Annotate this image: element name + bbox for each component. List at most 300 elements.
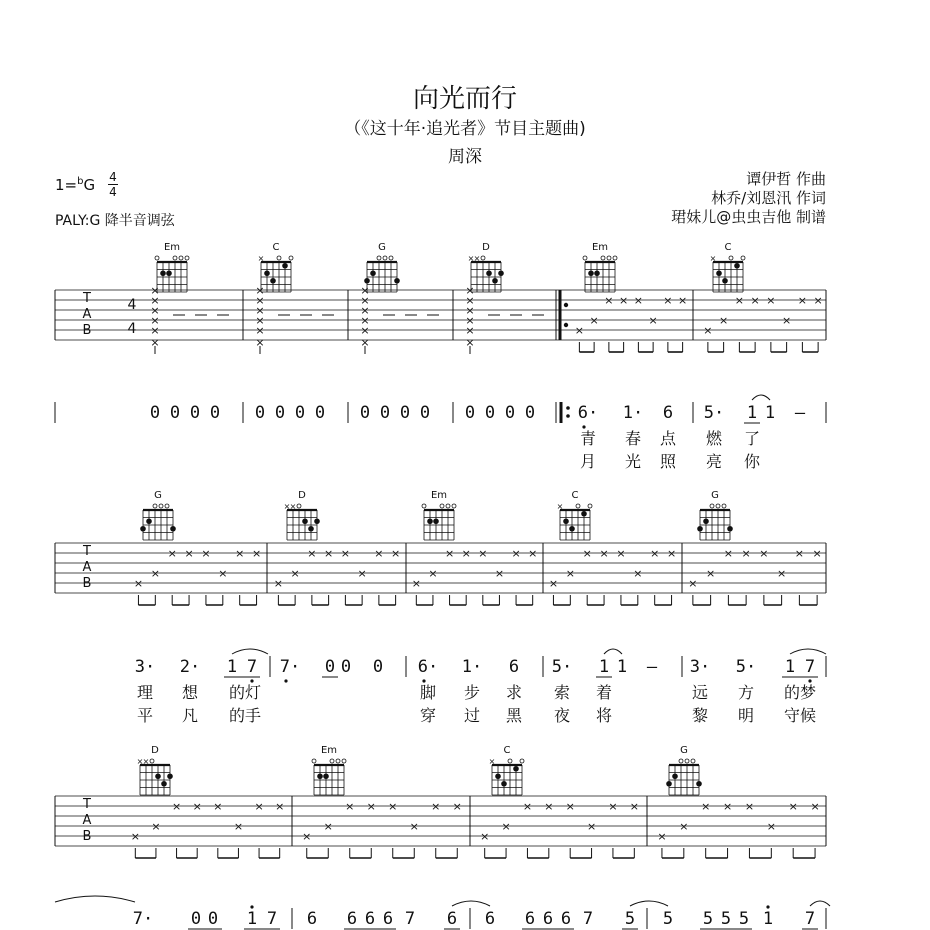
note: 5· — [551, 657, 573, 677]
key-note: G — [83, 176, 96, 194]
tab-x-mark: × — [608, 800, 618, 813]
chord-dot — [563, 518, 569, 524]
chord-dot — [323, 773, 329, 779]
open-string-mark — [722, 504, 726, 508]
note: — — [646, 657, 658, 677]
tab-x-mark: × — [167, 547, 177, 560]
tab-x-mark: × — [275, 800, 285, 813]
note: 0 — [324, 657, 336, 677]
note: 0 — [372, 657, 384, 677]
tab-x-mark: × — [255, 294, 265, 307]
tab-x-mark: × — [323, 820, 333, 833]
open-string-mark — [601, 256, 605, 260]
muted-string-mark: × — [473, 254, 481, 263]
note: 6 — [306, 909, 318, 929]
tab-x-mark: × — [465, 314, 475, 327]
lyric-char: 的灯 — [228, 683, 262, 702]
chord-em — [583, 242, 617, 292]
note: 1 — [762, 909, 774, 929]
note: 7 — [246, 657, 258, 677]
note: 0 — [379, 403, 391, 423]
open-string-mark — [588, 504, 592, 508]
tab-x-mark: × — [307, 547, 317, 560]
tab-x-mark: × — [184, 547, 194, 560]
tab-x-mark: × — [582, 547, 592, 560]
tab-x-mark: × — [574, 324, 584, 337]
tab-x-mark: × — [150, 284, 160, 297]
open-string-mark — [583, 256, 587, 260]
chord-dot — [170, 526, 176, 532]
chord-name: C — [724, 242, 732, 253]
open-string-mark — [277, 256, 281, 260]
tab-x-mark: × — [150, 567, 160, 580]
chord-dot — [317, 773, 323, 779]
tab-x-mark: × — [794, 547, 804, 560]
chord-dot — [167, 773, 173, 779]
chord-dot — [270, 278, 276, 284]
note: 0 — [274, 403, 286, 423]
tab-x-mark: × — [130, 830, 140, 843]
note: 0 — [254, 403, 266, 423]
chord-dot — [282, 263, 288, 269]
staff-time-top: 4 — [127, 297, 137, 313]
note: 1· — [622, 403, 644, 423]
tab-x-mark: × — [360, 284, 370, 297]
note: 3· — [689, 657, 711, 677]
note: 0 — [314, 403, 326, 423]
tab-x-mark: × — [150, 324, 160, 337]
arranger-credit: 珺妹儿@虫虫吉他 制谱 — [671, 208, 826, 226]
tab-x-mark: × — [366, 800, 376, 813]
chord-name: C — [272, 242, 280, 253]
chord-name: C — [571, 490, 579, 501]
note: 5 — [662, 909, 674, 929]
lyric-char: 远 — [691, 683, 709, 702]
open-string-mark — [377, 256, 381, 260]
tab-x-mark: × — [150, 304, 160, 317]
lyric-char: 的手 — [228, 706, 262, 725]
tab-x-mark: × — [133, 577, 144, 590]
muted-string-mark: × — [136, 757, 144, 766]
chord-dot — [697, 526, 703, 532]
tab-x-mark: × — [679, 820, 689, 833]
tab-x-mark: × — [750, 294, 760, 307]
chord-name: D — [482, 242, 490, 253]
tab-x-mark: × — [233, 820, 244, 833]
tab-x-mark: × — [666, 547, 677, 560]
chord-em — [312, 745, 346, 795]
chord-name: G — [378, 242, 386, 253]
tab-x-mark: × — [411, 577, 421, 590]
tab-x-mark: × — [782, 314, 792, 327]
lyric-char: 点 — [659, 429, 677, 448]
time-top: 4 — [109, 170, 117, 184]
lyricist-credit: 林乔/刘恩汛 作词 — [711, 189, 826, 207]
tab-x-mark: × — [734, 294, 744, 307]
muted-string-mark: × — [283, 502, 291, 511]
tab-x-mark: × — [360, 304, 370, 317]
note: 7· — [132, 909, 154, 929]
chord-c — [710, 242, 745, 292]
chord-dot — [666, 781, 672, 787]
chord-dot — [734, 263, 740, 269]
tab-x-mark: × — [599, 547, 609, 560]
note: 2· — [179, 657, 201, 677]
muted-string-mark: × — [709, 254, 717, 263]
tab-x-mark: × — [302, 830, 312, 843]
tab-x-mark: × — [213, 800, 223, 813]
tab-x-mark: × — [290, 567, 300, 580]
tab-x-mark: × — [201, 547, 211, 560]
tab-x-mark: × — [528, 547, 538, 560]
chord-dot — [433, 518, 439, 524]
lyric-char: 凡 — [181, 706, 199, 725]
chord-g — [666, 745, 702, 795]
chord-name: G — [680, 745, 688, 756]
chord-dot — [727, 526, 733, 532]
tab-x-mark: × — [703, 324, 713, 337]
chord-dot — [302, 518, 308, 524]
note: 5 — [738, 909, 750, 929]
note: 7 — [804, 909, 816, 929]
tab-x-mark: × — [357, 567, 367, 580]
lyric-char: 着 — [595, 683, 613, 702]
open-string-mark — [159, 504, 163, 508]
tab-x-mark: × — [650, 547, 660, 560]
lyric-char: 春 — [624, 429, 642, 448]
tab-staves — [55, 284, 826, 858]
tab-x-mark: × — [633, 294, 643, 307]
tab-x-mark: × — [706, 567, 716, 580]
chord-dot — [703, 518, 709, 524]
tab-x-mark: × — [465, 284, 475, 297]
tie-arc — [604, 649, 622, 654]
note: 6· — [577, 403, 599, 423]
tie-arc — [790, 649, 826, 654]
tie-arc — [452, 901, 490, 906]
tab-x-mark: × — [633, 567, 643, 580]
tie-arc — [232, 649, 268, 654]
note: 7 — [266, 909, 278, 929]
chord-name: G — [711, 490, 719, 501]
tab-x-mark: × — [254, 800, 264, 813]
tab-x-mark: × — [478, 547, 488, 560]
tab-x-mark: × — [663, 294, 673, 307]
tab-staff — [55, 284, 826, 354]
note: 0 — [504, 403, 516, 423]
open-string-mark — [691, 759, 695, 763]
tab-x-mark: × — [151, 820, 161, 833]
lyric-char: 脚 — [419, 683, 437, 702]
note: 5 — [702, 909, 714, 929]
chord-dot — [364, 278, 370, 284]
octave-dot-above — [766, 905, 769, 908]
chord-dot — [140, 526, 146, 532]
chord-dot — [495, 773, 501, 779]
tab-x-mark: × — [391, 547, 401, 560]
open-string-mark — [289, 256, 293, 260]
open-string-mark — [520, 759, 524, 763]
note: 0 — [190, 909, 202, 929]
chord-dot — [588, 270, 594, 276]
tab-x-mark: × — [428, 567, 438, 580]
muted-string-mark: × — [289, 502, 297, 511]
numbered-notation — [55, 395, 830, 930]
tab-x-mark: × — [619, 294, 629, 307]
lyric-char: 过 — [463, 706, 481, 725]
tab-x-mark: × — [813, 294, 823, 307]
chord-dot — [308, 526, 314, 532]
note: 3· — [134, 657, 156, 677]
chord-em — [422, 490, 456, 540]
tab-x-mark: × — [501, 820, 511, 833]
muted-string-mark: × — [142, 757, 150, 766]
note: 6 — [364, 909, 376, 929]
tie-arc — [752, 395, 770, 400]
chord-dot — [264, 270, 270, 276]
tie-arc — [810, 901, 830, 906]
open-string-mark — [685, 759, 689, 763]
tab-x-mark: × — [360, 294, 370, 307]
open-string-mark — [297, 504, 301, 508]
tab-x-mark: × — [565, 567, 575, 580]
note: 6 — [662, 403, 674, 423]
tab-x-mark: × — [255, 314, 265, 327]
tab-x-mark: × — [251, 547, 262, 560]
note: 1 — [746, 403, 758, 423]
note: 0 — [524, 403, 536, 423]
tab-x-mark: × — [723, 547, 733, 560]
open-string-mark — [153, 504, 157, 508]
note: 0 — [419, 403, 431, 423]
chord-d — [137, 745, 173, 795]
chord-em — [155, 242, 189, 292]
lyric-char: 平 — [136, 706, 154, 725]
chord-name: Em — [430, 490, 448, 501]
lyric-char: 青 — [579, 429, 597, 448]
tab-x-mark: × — [255, 324, 265, 337]
tab-x-mark: × — [273, 577, 283, 590]
note: 5 — [624, 909, 636, 929]
tab-x-mark: × — [812, 547, 822, 560]
tab-x-mark: × — [810, 800, 820, 813]
octave-dot-above — [250, 905, 253, 908]
tab-x-mark: × — [388, 800, 398, 813]
open-string-mark — [446, 504, 450, 508]
chord-g — [697, 490, 733, 540]
note: 1 — [616, 657, 628, 677]
lyric-char: 光 — [624, 452, 642, 471]
note: 6 — [484, 909, 496, 929]
tab-x-mark: × — [255, 304, 265, 317]
tab-x-mark: × — [629, 800, 639, 813]
tab-letter: A — [82, 813, 92, 828]
chord-dot — [394, 278, 400, 284]
chord-d — [284, 490, 320, 540]
chord-dot — [155, 773, 161, 779]
tab-x-mark: × — [548, 577, 559, 590]
chord-dot — [716, 270, 722, 276]
open-string-mark — [312, 759, 316, 763]
tab-x-mark: × — [657, 830, 667, 843]
song-title: 向光而行 — [412, 84, 517, 114]
tab-letter: A — [82, 307, 92, 322]
tab-letter: T — [83, 544, 91, 559]
lyric-char: 索 — [553, 683, 571, 702]
tab-letter: B — [82, 829, 92, 844]
open-string-mark — [342, 759, 346, 763]
tab-x-mark: × — [511, 547, 521, 560]
tab-x-mark: × — [360, 314, 370, 327]
note: 6 — [542, 909, 554, 929]
lyric-char: 想 — [181, 683, 199, 702]
tab-x-mark: × — [340, 547, 350, 560]
lyric-char: 方 — [737, 683, 755, 702]
note: — — [794, 403, 806, 423]
note: 5· — [703, 403, 725, 423]
tab-staff — [55, 543, 826, 605]
repeat-dot — [564, 303, 568, 307]
note: 1 — [246, 909, 258, 929]
open-string-mark — [383, 256, 387, 260]
note: 6 — [508, 657, 520, 677]
chord-name: D — [298, 490, 306, 501]
chord-name: Em — [320, 745, 338, 756]
tab-x-mark: × — [759, 547, 769, 560]
tab-x-mark: × — [255, 284, 265, 297]
repeat-dot — [566, 414, 570, 418]
note: 0 — [340, 657, 352, 677]
chord-dot — [513, 766, 519, 772]
open-string-mark — [729, 256, 733, 260]
open-string-mark — [741, 256, 745, 260]
note: 0 — [484, 403, 496, 423]
tie-arc — [630, 901, 668, 906]
chord-c — [557, 490, 592, 540]
tab-x-mark: × — [544, 800, 554, 813]
note: 1 — [764, 403, 776, 423]
tab-x-mark: × — [461, 547, 471, 560]
tab-x-mark: × — [465, 294, 475, 307]
tab-x-mark: × — [360, 336, 370, 349]
note: 1 — [226, 657, 238, 677]
muted-string-mark: × — [257, 254, 265, 263]
tab-staff — [55, 796, 826, 858]
note: 1 — [784, 657, 796, 677]
chord-c — [489, 745, 524, 795]
note: 0 — [359, 403, 371, 423]
note: 0 — [149, 403, 161, 423]
open-string-mark — [440, 504, 444, 508]
note: 7· — [279, 657, 301, 677]
note: 6 — [446, 909, 458, 929]
muted-string-mark: × — [488, 757, 496, 766]
chord-dot — [161, 781, 167, 787]
chord-dot — [569, 526, 575, 532]
open-string-mark — [576, 504, 580, 508]
chord-dot — [314, 518, 320, 524]
note: 0 — [209, 403, 221, 423]
lyric-char: 夜 — [553, 706, 571, 725]
tab-x-mark: × — [452, 800, 462, 813]
time-bottom: 4 — [109, 185, 117, 199]
tab-x-mark: × — [744, 800, 755, 813]
lyric-char: 了 — [743, 429, 761, 448]
tab-x-mark: × — [565, 800, 575, 813]
repeat-dot — [566, 406, 570, 410]
tab-x-mark: × — [444, 547, 455, 560]
open-string-mark — [710, 504, 714, 508]
chord-dot — [427, 518, 433, 524]
tab-x-mark: × — [788, 800, 798, 813]
note: 0 — [464, 403, 476, 423]
tab-x-mark: × — [701, 800, 711, 813]
lyric-char: 燃 — [705, 429, 723, 448]
open-string-mark — [607, 256, 611, 260]
tab-x-mark: × — [480, 830, 490, 843]
tab-x-mark: × — [586, 820, 597, 833]
lyric-char: 明 — [737, 706, 755, 725]
lyric-char: 的梦 — [783, 683, 817, 702]
repeat-dot — [564, 323, 568, 327]
chord-dot — [722, 278, 728, 284]
lyric-char: 守候 — [783, 706, 817, 725]
note: 6 — [524, 909, 536, 929]
tab-x-mark: × — [777, 567, 787, 580]
chord-name: Em — [591, 242, 609, 253]
tab-x-mark: × — [171, 800, 182, 813]
tab-x-mark: × — [150, 314, 160, 327]
chord-dot — [492, 278, 498, 284]
tab-x-mark: × — [494, 567, 505, 580]
tab-x-mark: × — [192, 800, 202, 813]
note: 7 — [582, 909, 594, 929]
tab-x-mark: × — [604, 294, 614, 307]
open-string-mark — [389, 256, 393, 260]
play-note: PALY:G 降半音调弦 — [55, 213, 175, 229]
tab-x-mark: × — [150, 336, 160, 349]
chord-dot — [166, 270, 172, 276]
composer-credit: 谭伊哲 作曲 — [746, 170, 826, 188]
open-string-mark — [422, 504, 426, 508]
open-string-mark — [452, 504, 456, 508]
note: 6 — [382, 909, 394, 929]
tab-x-mark: × — [218, 567, 228, 580]
tab-x-mark: × — [374, 547, 384, 560]
key-prefix: 1= — [55, 176, 78, 194]
lyric-char: 理 — [136, 683, 154, 702]
tab-x-mark: × — [465, 304, 475, 317]
open-string-mark — [173, 256, 177, 260]
lyric-char: 步 — [463, 683, 481, 702]
tab-x-mark: × — [589, 314, 599, 327]
tab-x-mark: × — [360, 324, 370, 337]
lyric-char: 穿 — [419, 706, 437, 725]
chord-name: C — [503, 745, 511, 756]
tab-letter: T — [83, 797, 91, 812]
tab-x-mark: × — [648, 314, 658, 327]
tab-x-mark: × — [719, 314, 729, 327]
open-string-mark — [613, 256, 617, 260]
open-string-mark — [179, 256, 183, 260]
chord-dot — [501, 781, 507, 787]
tab-x-mark: × — [688, 577, 698, 590]
lyric-char: 黑 — [505, 706, 523, 725]
chord-name: Em — [163, 242, 181, 253]
open-string-mark — [155, 256, 159, 260]
note: 0 — [294, 403, 306, 423]
singer-name: 周深 — [448, 147, 482, 167]
